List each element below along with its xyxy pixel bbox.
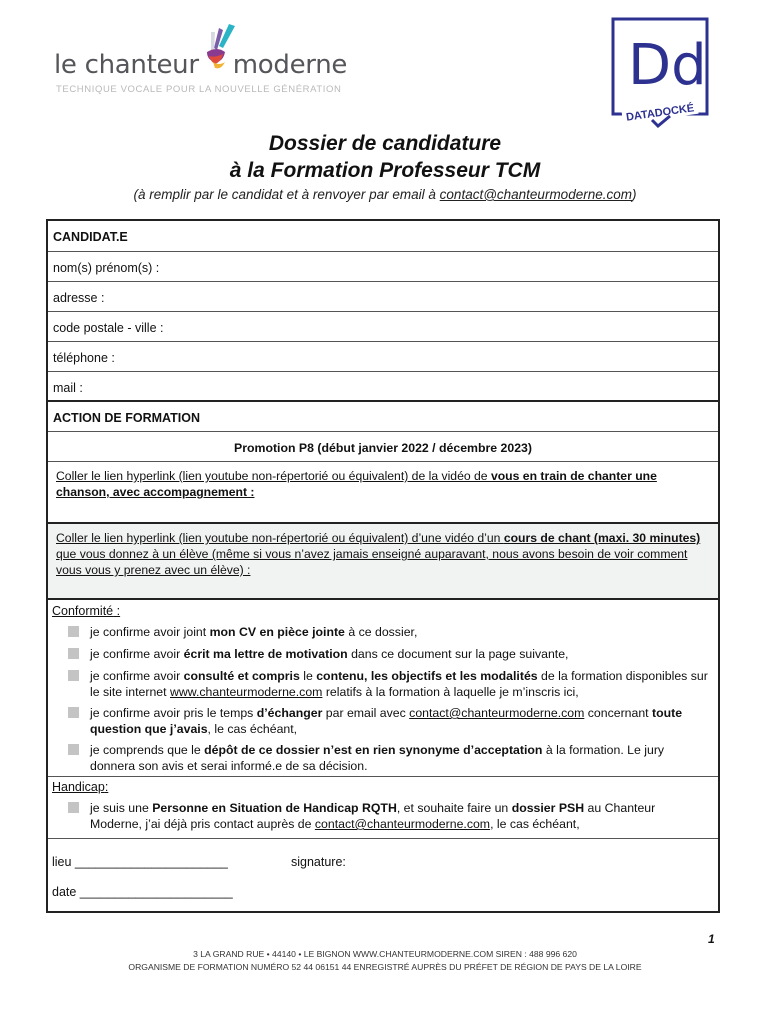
checkbox[interactable]: [68, 707, 79, 718]
field-row-address[interactable]: [48, 282, 718, 312]
checkbox[interactable]: [68, 648, 79, 659]
handicap-contact-email-link[interactable]: contact@chanteurmoderne.com: [314, 817, 491, 831]
teaching-video-instruction: Coller le lien hyperlink (lien youtube non-répertorié ou équivalent) d’une vidéo d’un: [56, 531, 504, 545]
field-label-name: nom(s) prénom(s) :: [53, 261, 160, 275]
document-title-block: [0, 130, 770, 202]
action-heading-row: [48, 402, 718, 432]
lieu-field[interactable]: lieu ______________________: [52, 855, 228, 869]
field-row-postcode-city[interactable]: [48, 312, 718, 342]
conformite-section: Conformité : je confirme avoir joint mon CV en pièce jointe à ce dossier, je confirme avoir écrit ma lettre de motivation dans ce document sur la page suivante, je confirme avoir consulté et compris le contenu, les objectifs et les modalités de la formation disponibles sur le site internet www.chanteurmoderne.com relatifs à la formation à laquelle je m’inscris ici, je confirme avoir pris le temps d’échanger par email avec contact@chanteurmoderne.com concernant toute question que j’avais, le cas échéant, je comprends que le dépôt de ce dossier n’est en rien synonyme d’acceptation à la formation. Le jury donnera son avis et serai informé.e de sa décision.: [48, 600, 718, 777]
datadocke-logo: [610, 16, 710, 131]
checkbox[interactable]: [68, 670, 79, 681]
action-heading: ACTION DE FORMATION: [53, 411, 200, 425]
teaching-video-instruction-rest: que vous donnez à un élève (même si vous n’avez jamais enseigné auparavant, nous avons besoin de voir comment vous vous y prenez avec un élève) :: [56, 547, 688, 577]
field-label-mail: mail :: [53, 381, 83, 395]
contact-email-link[interactable]: contact@chanteurmoderne.com: [409, 706, 585, 720]
field-row-mail[interactable]: [48, 372, 718, 402]
footer-registration: ORGANISME DE FORMATION NUMÉRO 52 44 06151 44 ENREGISTRÉ AUPRÈS DU PRÉFET DE RÉGION DE PAYS DE LA LOIRE: [128, 962, 642, 972]
field-label-phone: téléphone :: [53, 351, 115, 365]
checkbox[interactable]: [68, 802, 79, 813]
field-row-phone[interactable]: [48, 342, 718, 372]
promotion-label: Promotion P8 (début janvier 2022 / décembre 2023): [234, 441, 532, 455]
subtitle-suffix: ): [631, 187, 637, 202]
promotion-row: [48, 432, 718, 462]
subtitle: [0, 187, 770, 202]
subtitle-prefix: (à remplir par le candidat et à renvoyer par email à: [133, 187, 440, 202]
field-label-address: adresse :: [53, 291, 105, 305]
candidat-heading-row: [48, 221, 718, 252]
singing-video-instruction-bold: vous en train de chanter une chanson, avec accompagnement :: [56, 469, 657, 499]
candidat-heading: CANDIDAT.E: [53, 230, 128, 244]
singing-video-link-field[interactable]: [48, 462, 718, 524]
handicap-heading: Handicap:: [52, 780, 109, 794]
footer-address: 3 LA GRAND RUE • 44140 • LE BIGNON WWW.CHANTEURMODERNE.COM SIREN : 488 996 620: [193, 949, 577, 959]
logo-tagline: TECHNIQUE VOCALE POUR LA NOUVELLE GÉNÉRATION: [56, 84, 342, 95]
handicap-section: Handicap: je suis une Personne en Situation de Handicap RQTH, et souhaite faire un dossier PSH au Chanteur Moderne, j’ai déjà pris contact auprès de contact@chanteurmoderne.com, le cas échéant,: [48, 776, 718, 839]
application-form: [46, 219, 720, 913]
title-line-1: Dossier de candidature: [268, 132, 502, 155]
field-label-postcode-city: code postale - ville :: [53, 321, 164, 335]
svg-text:Dd: Dd: [628, 33, 707, 98]
signature-field[interactable]: signature:: [291, 855, 346, 869]
datadocke-label: DATADOCKÉ: [625, 102, 695, 124]
teaching-video-link-field[interactable]: [48, 524, 718, 600]
logo-word-1: le chanteur: [54, 50, 199, 80]
checkbox[interactable]: [68, 626, 79, 637]
title-line-2: à la Formation Professeur TCM: [229, 159, 541, 182]
logo-wordmark: [54, 50, 347, 80]
page-footer: [0, 948, 770, 974]
le-chanteur-moderne-logo: [52, 22, 362, 102]
website-link[interactable]: www.chanteurmoderne.com: [169, 685, 323, 699]
checkbox[interactable]: [68, 744, 79, 755]
page-number: 1: [708, 932, 715, 946]
teaching-video-instruction-bold: cours de chant (maxi. 30 minutes): [503, 531, 701, 545]
subtitle-email-link[interactable]: contact@chanteurmoderne.com: [439, 187, 632, 202]
singing-video-instruction: Coller le lien hyperlink (lien youtube non-répertorié ou équivalent) de la vidéo de: [56, 469, 491, 483]
logo-word-2: moderne: [232, 50, 348, 80]
date-field[interactable]: date ______________________: [52, 885, 233, 899]
conformite-heading: Conformité :: [52, 604, 121, 618]
field-row-name[interactable]: [48, 252, 718, 282]
